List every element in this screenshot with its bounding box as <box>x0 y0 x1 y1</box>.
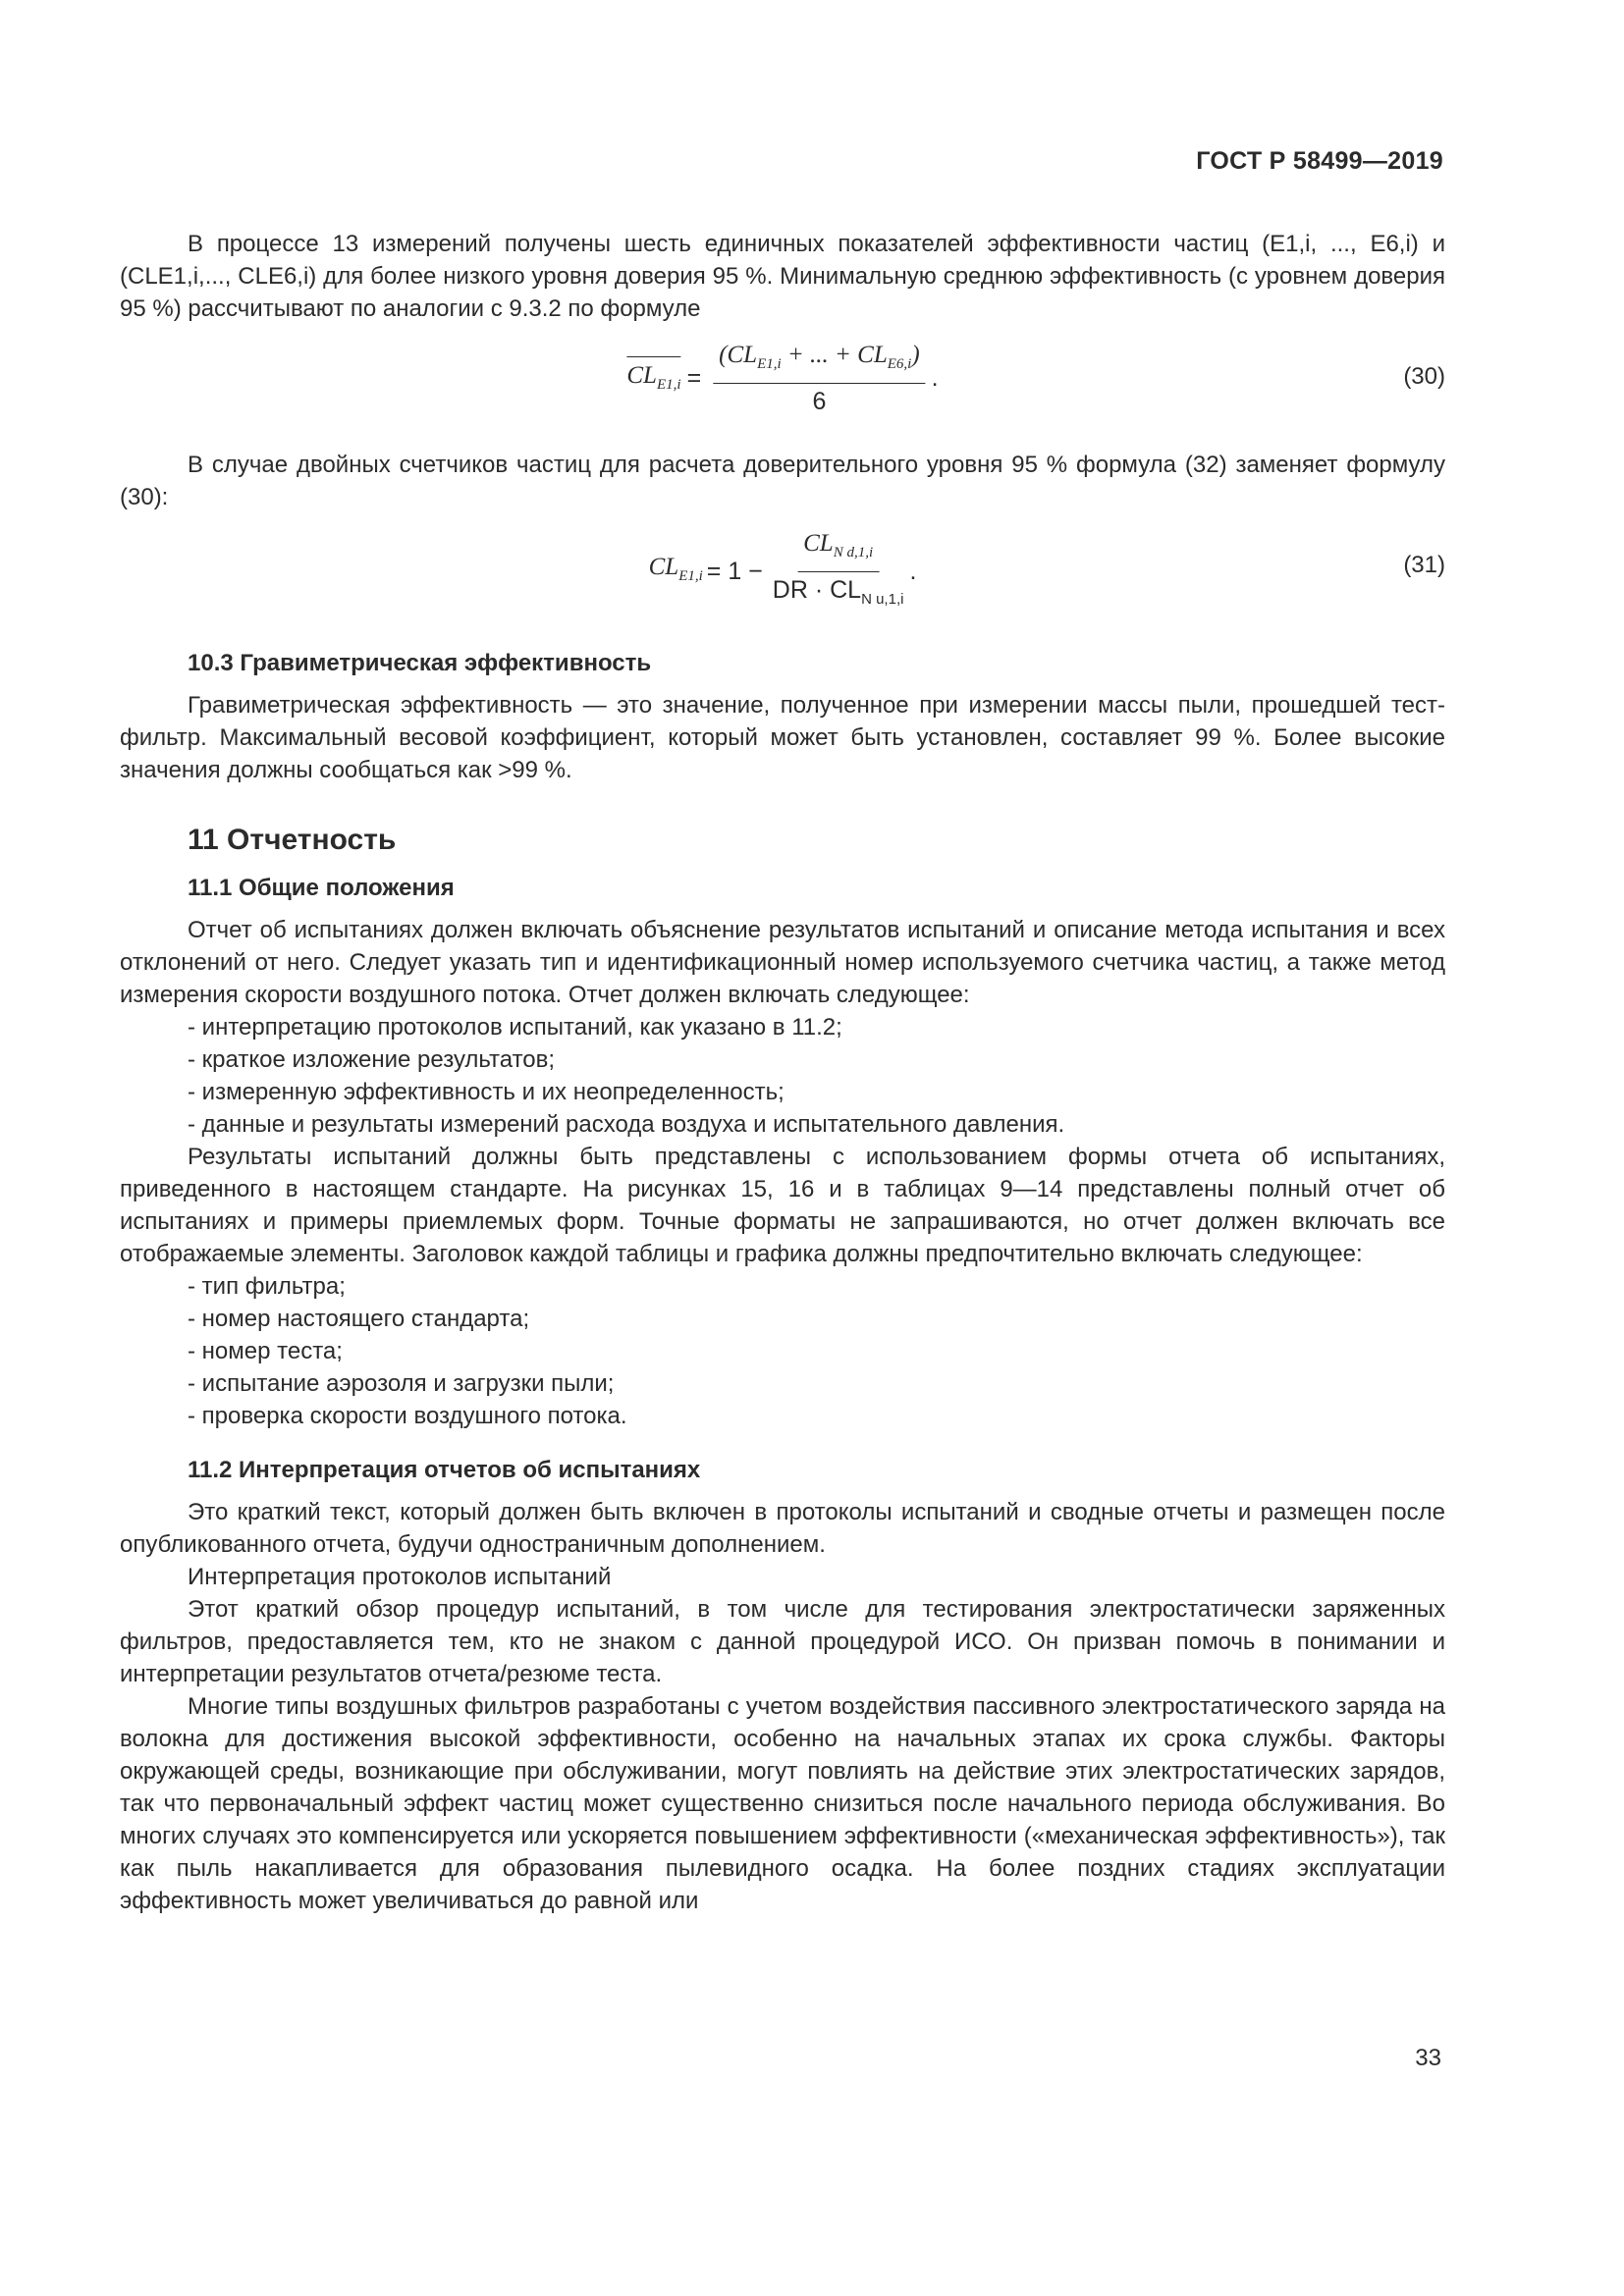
section-11-2-title: 11.2 Интерпретация отчетов об испытаниях <box>188 1457 701 1483</box>
formula-30-numerator: ($CL_{E1,i}$ + ... + $CL_{E6,i}$) <box>713 339 926 384</box>
formula-31-lhs: $CL_{E1,i}$ <box>648 553 703 584</box>
section-11-title: 11 Отчетность <box>188 824 397 856</box>
list-item: - проверка скорости воздушного потока. <box>188 1400 1445 1432</box>
list-item: - данные и результаты измерений расхода воздуха и испытательного давления. <box>188 1108 1445 1141</box>
formula-30 <box>120 339 1445 419</box>
section-11-2-paragraph-2: Интерпретация протоколов испытаний <box>188 1564 612 1590</box>
formula-31-expression <box>649 527 917 615</box>
list-item: - номер теста; <box>188 1335 1445 1367</box>
section-10-3-paragraph: Гравиметрическая эффективность — это значение, полученное при измерении массы пыли, прошедшей тест-фильтр. Максимальный весовой коэффициент, который может быть установлен, составляет 99 %. Более высокие значения должны сообщаться как >99 %. <box>120 692 1445 783</box>
formula-31-number: (31) <box>1403 552 1445 578</box>
list-item: - испытание аэрозоля и загрузки пыли; <box>188 1367 1445 1400</box>
section-11-1-title: 11.1 Общие положения <box>188 875 455 901</box>
intro-paragraph-2: В случае двойных счетчиков частиц для расчета доверительного уровня 95 % формула (32) заменяет формулу (30): <box>120 452 1445 510</box>
formula-30-number: (30) <box>1403 363 1445 390</box>
list-item: - измеренную эффективность и их неопределенность; <box>188 1076 1445 1108</box>
section-10-3-title: 10.3 Гравиметрическая эффективность <box>188 650 652 676</box>
list-item: - номер настоящего стандарта; <box>188 1303 1445 1335</box>
standard-code: ГОСТ Р 58499—2019 <box>1196 147 1443 175</box>
section-11-1-paragraph-1: Отчет об испытаниях должен включать объяснение результатов испытаний и описание метода испытания и всех отклонений от него. Следует указать тип и идентификационный номер используемого счетчика частиц, а также метод измерения скорости воздушного потока. Отчет должен включать следующее: <box>120 917 1445 1008</box>
list-item: - краткое изложение результатов; <box>188 1043 1445 1076</box>
formula-30-tail: . <box>931 364 939 392</box>
formula-31-denominator: DR · $CL_{N u,1,i}$ <box>772 576 904 608</box>
formula-30-fraction <box>713 339 926 418</box>
section-11-2-paragraph-3: Этот краткий обзор процедур испытаний, в том числе для тестирования электростатически заряженных фильтров, предоставляется тем, кто не знаком с данной процедурой ИСО. Он призван помочь в понимании и интерпретации результатов отчета/резюме теста. <box>120 1596 1445 1687</box>
formula-30-equals: = <box>686 364 702 392</box>
section-11-1-paragraph-2: Результаты испытаний должны быть представлены с использованием формы отчета об испытаниях, приведенного в настоящем стандарте. На рисунках 15, 16 и в таблицах 9—14 представлены полный отчет об испытаниях и примеры приемлемых форм. Точные форматы не запрашиваются, но отчет должен включать все отображаемые элементы. Заголовок каждой таблицы и графика должны предпочтительно включать следующее: <box>120 1144 1445 1267</box>
page-number: 33 <box>1415 2045 1441 2071</box>
list-item: - интерпретацию протоколов испытаний, как указано в 11.2; <box>188 1011 1445 1043</box>
section-11-2-paragraph-1: Это краткий текст, который должен быть включен в протоколы испытаний и сводные отчеты и размещен после опубликованного отчета, будучи одностраничным дополнением. <box>120 1499 1445 1558</box>
formula-31 <box>120 527 1445 608</box>
formula-30-denominator: 6 <box>812 388 827 415</box>
formula-31-equals: = 1 − <box>706 557 763 585</box>
page-content <box>120 228 1445 1917</box>
section-11-2-paragraph-4: Многие типы воздушных фильтров разработаны с учетом воздействия пассивного электростатического заряда на волокна для достижения высокой эффективности, особенно на начальных этапах их срока службы. Факторы окружающей среды, возникающие при обслуживании, могут повлиять на действие этих электростатических зарядов, так что первоначальный эффект частиц может существенно снизиться после начального периода обслуживания. Во многих случаях это компенсируется или ускоряется повышением эффективности («механическая эффективность»), так как пыль накапливается для образования пылевидного осадка. На более поздних стадиях эксплуатации эффективность может увеличиваться до равной или <box>120 1693 1445 1914</box>
report-contents-list <box>120 1011 1445 1141</box>
formula-30-expression <box>626 339 938 418</box>
formula-30-lhs: $CL_{E1,i}$ <box>626 356 680 401</box>
formula-31-fraction <box>773 527 904 615</box>
formula-31-numerator: $CL_{N d,1,i}$ <box>797 527 879 572</box>
intro-paragraph-1: В процессе 13 измерений получены шесть единичных показателей эффективности частиц (E1,i, ..., E6,i) и (CLE1,i,..., CLE6,i) для более низкого уровня доверия 95 %. Минимальную среднюю эффективность (с уровнем доверия 95 %) рассчитывают по аналогии с 9.3.2 по формуле <box>120 231 1445 322</box>
list-item: - тип фильтра; <box>188 1270 1445 1303</box>
formula-31-tail: . <box>909 557 917 585</box>
header-contents-list <box>120 1270 1445 1432</box>
